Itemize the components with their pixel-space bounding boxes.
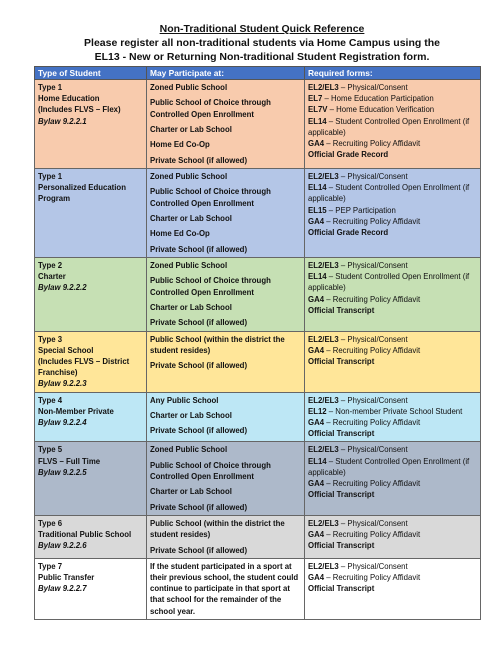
table-row [35,515,481,558]
required-form-item [308,345,477,356]
required-form-item [308,149,477,160]
bylaw-reference: Bylaw 9.2.2.6 [38,541,87,551]
student-type-line: Personalized Education Program [38,183,126,204]
form-description: – Student Controlled Open Enrollment (if applicable) [308,183,470,204]
form-code: GA4 [308,478,325,488]
form-code: EL7 [308,94,323,104]
required-form-item [308,334,477,345]
table-body [35,80,481,620]
required-form-item [308,260,477,271]
required-form-item [308,417,477,428]
form-code: Official Grade Record [308,150,389,160]
form-code: GA4 [308,139,325,149]
participation-cell [147,392,305,442]
required-form-item [308,93,477,104]
form-description: – Recruiting Policy Affidavit [324,572,421,582]
required-form-item [308,82,477,93]
required-forms-cell [305,80,481,169]
participation-cell [147,168,305,257]
participation-option: Private School (if allowed) [150,545,248,555]
participation-option: Charter or Lab School [150,302,232,312]
required-form-item [308,489,477,500]
form-description: – Physical/Consent [338,561,408,571]
required-form-item [308,182,477,204]
table-row [35,331,481,392]
participation-option: Private School (if allowed) [150,155,248,165]
form-code: EL2/EL3 [308,518,339,528]
form-code: Official Transcript [308,356,375,366]
required-forms-cell [305,331,481,392]
participation-option: Home Ed Co-Op [150,140,210,150]
form-code: GA4 [308,417,325,427]
required-form-item [308,428,477,439]
form-description: – Physical/Consent [338,260,408,270]
column-header-type: Type of Student [35,67,147,80]
student-type-line: Non-Member Private [38,406,114,416]
form-description: – Recruiting Policy Affidavit [324,345,421,355]
student-type-line: Traditional Public School [38,530,132,540]
form-description: – Physical/Consent [338,395,408,405]
participation-option: Home Ed Co-Op [150,229,210,239]
required-forms-cell [305,515,481,558]
form-code: EL2/EL3 [308,395,339,405]
participation-option: Charter or Lab School [150,124,232,134]
form-code: EL14 [308,116,327,126]
student-type-line: Type 7 [38,561,63,571]
student-type-cell [35,80,147,169]
form-code: EL2/EL3 [308,561,339,571]
form-description: – PEP Participation [326,205,396,215]
participation-cell [147,558,305,619]
required-form-item [308,583,477,594]
participation-option: Private School (if allowed) [150,244,248,254]
form-code: EL12 [308,406,327,416]
form-code: EL2/EL3 [308,171,339,181]
required-form-item [308,529,477,540]
participation-option: Zoned Public School [150,445,228,455]
participation-option: Charter or Lab School [150,213,232,223]
required-form-item [308,271,477,293]
table-row [35,558,481,619]
form-code: EL14 [308,272,327,282]
participation-cell [147,331,305,392]
student-type-cell [35,257,147,331]
required-forms-cell [305,168,481,257]
form-code: GA4 [308,345,325,355]
form-description: – Physical/Consent [338,171,408,181]
form-code: Official Transcript [308,541,375,551]
form-description: – Student Controlled Open Enrollment (if applicable) [308,116,470,137]
participation-option: Public School (within the district the student resides) [150,518,285,540]
form-code: Official Transcript [308,490,375,500]
form-code: Official Transcript [308,429,375,439]
form-description: – Physical/Consent [338,518,408,528]
student-type-cell [35,515,147,558]
form-description: – Physical/Consent [338,83,408,92]
bylaw-reference: Bylaw 9.2.2.7 [38,584,87,594]
page-title: Non-Traditional Student Quick Reference [159,23,365,35]
form-description: – Recruiting Policy Affidavit [324,139,421,149]
participation-option: If the student participated in a sport at their previous school, the student could continue to participate in that sport at that school for the remainder of the school year. [150,561,299,616]
student-type-line: Type 4 [38,395,63,405]
form-code: EL15 [308,205,327,215]
required-form-item [308,356,477,367]
required-form-item [308,456,477,478]
form-code: GA4 [308,572,325,582]
required-form-item [308,305,477,316]
form-code: GA4 [308,294,325,304]
student-type-line: Type 2 [38,260,63,270]
required-forms-cell [305,558,481,619]
required-form-item [308,540,477,551]
form-description: – Recruiting Policy Affidavit [324,478,421,488]
participation-cell [147,442,305,516]
required-form-item [308,116,477,138]
student-type-cell [35,558,147,619]
participation-option: Public School of Choice through Controlled Open Enrollment [150,98,271,119]
form-description: – Non-member Private School Student [326,406,463,416]
required-form-item [308,444,477,455]
participation-option: Private School (if allowed) [150,318,248,328]
bylaw-reference: Bylaw 9.2.2.4 [38,417,87,427]
student-type-line: Special School [38,345,94,355]
required-form-item [308,171,477,182]
form-code: EL14 [308,183,327,193]
form-description: – Student Controlled Open Enrollment (if applicable) [308,272,470,293]
required-form-item [308,216,477,227]
form-description: – Home Education Participation [322,94,434,104]
form-code: GA4 [308,216,325,226]
bylaw-reference: Bylaw 9.2.2.1 [38,116,87,126]
student-type-table [34,66,481,620]
participation-option: Public School of Choice through Controlled Open Enrollment [150,276,271,297]
required-forms-cell [305,442,481,516]
required-form-item [308,406,477,417]
table-row [35,257,481,331]
participation-option: Charter or Lab School [150,487,232,497]
participation-option: Private School (if allowed) [150,426,248,436]
student-type-cell [35,331,147,392]
student-type-line: FLVS – Full Time [38,456,101,466]
required-form-item [308,138,477,149]
form-code: EL2/EL3 [308,334,339,344]
participation-cell [147,515,305,558]
participation-option: Public School of Choice through Controlled Open Enrollment [150,460,271,481]
bylaw-reference: Bylaw 9.2.2.2 [38,283,87,293]
form-code: EL7V [308,105,328,115]
student-type-line: Type 5 [38,445,63,455]
form-description: – Recruiting Policy Affidavit [324,294,421,304]
required-form-item [308,572,477,583]
student-type-line: Type 1 [38,171,63,181]
required-form-item [308,478,477,489]
form-description: – Recruiting Policy Affidavit [324,530,421,540]
student-type-line: Public Transfer [38,572,95,582]
form-description: – Recruiting Policy Affidavit [324,216,421,226]
table-row [35,392,481,442]
instruction-line-2: EL13 - New or Returning Non-traditional Student Registration form. [94,51,430,63]
form-code: Official Transcript [308,305,375,315]
form-code: GA4 [308,530,325,540]
student-type-line: Home Education [38,94,100,104]
table-row [35,168,481,257]
form-description: – Physical/Consent [338,334,408,344]
student-type-cell [35,392,147,442]
student-type-line: Charter [38,272,66,282]
student-type-cell [35,442,147,516]
student-type-line: Type 3 [38,334,63,344]
instruction-line-1: Please register all non-traditional students via Home Campus using the [84,37,440,49]
participation-option: Zoned Public School [150,260,228,270]
participation-cell [147,80,305,169]
participation-option: Public School (within the district the student resides) [150,334,285,355]
form-code: Official Grade Record [308,227,389,237]
form-code: EL2/EL3 [308,445,339,455]
form-description: – Recruiting Policy Affidavit [324,417,421,427]
required-form-item [308,205,477,216]
required-form-item [308,395,477,406]
student-type-line: Type 6 [38,518,63,528]
student-type-line: (Includes FLVS – District Franchise) [38,356,130,378]
participation-option: Private School (if allowed) [150,502,248,512]
required-form-item [308,518,477,529]
column-header-forms: Required forms: [305,67,481,80]
form-description: – Home Education Verification [327,105,435,115]
participation-option: Charter or Lab School [150,410,232,420]
column-header-participate: May Participate at: [147,67,305,80]
required-forms-cell [305,257,481,331]
student-type-line: (Includes FLVS – Flex) [38,105,121,115]
participation-option: Private School (if allowed) [150,361,248,371]
student-type-cell [35,168,147,257]
required-forms-cell [305,392,481,442]
table-row [35,80,481,169]
form-description: – Student Controlled Open Enrollment (if applicable) [308,456,470,477]
form-code: EL2/EL3 [308,260,339,270]
form-description: – Physical/Consent [338,445,408,455]
bylaw-reference: Bylaw 9.2.2.3 [38,379,87,389]
bylaw-reference: Bylaw 9.2.2.5 [38,467,87,477]
form-code: EL14 [308,456,327,466]
participation-option: Zoned Public School [150,83,228,92]
required-form-item [308,104,477,115]
participation-option: Any Public School [150,395,219,405]
form-code: EL2/EL3 [308,83,339,92]
form-code: Official Transcript [308,584,375,594]
table-header-row [35,67,481,80]
required-form-item [308,227,477,238]
participation-option: Zoned Public School [150,171,228,181]
participation-cell [147,257,305,331]
participation-option: Public School of Choice through Controlled Open Enrollment [150,187,271,208]
student-type-line: Type 1 [38,83,63,92]
required-form-item [308,294,477,305]
required-form-item [308,561,477,572]
table-row [35,442,481,516]
